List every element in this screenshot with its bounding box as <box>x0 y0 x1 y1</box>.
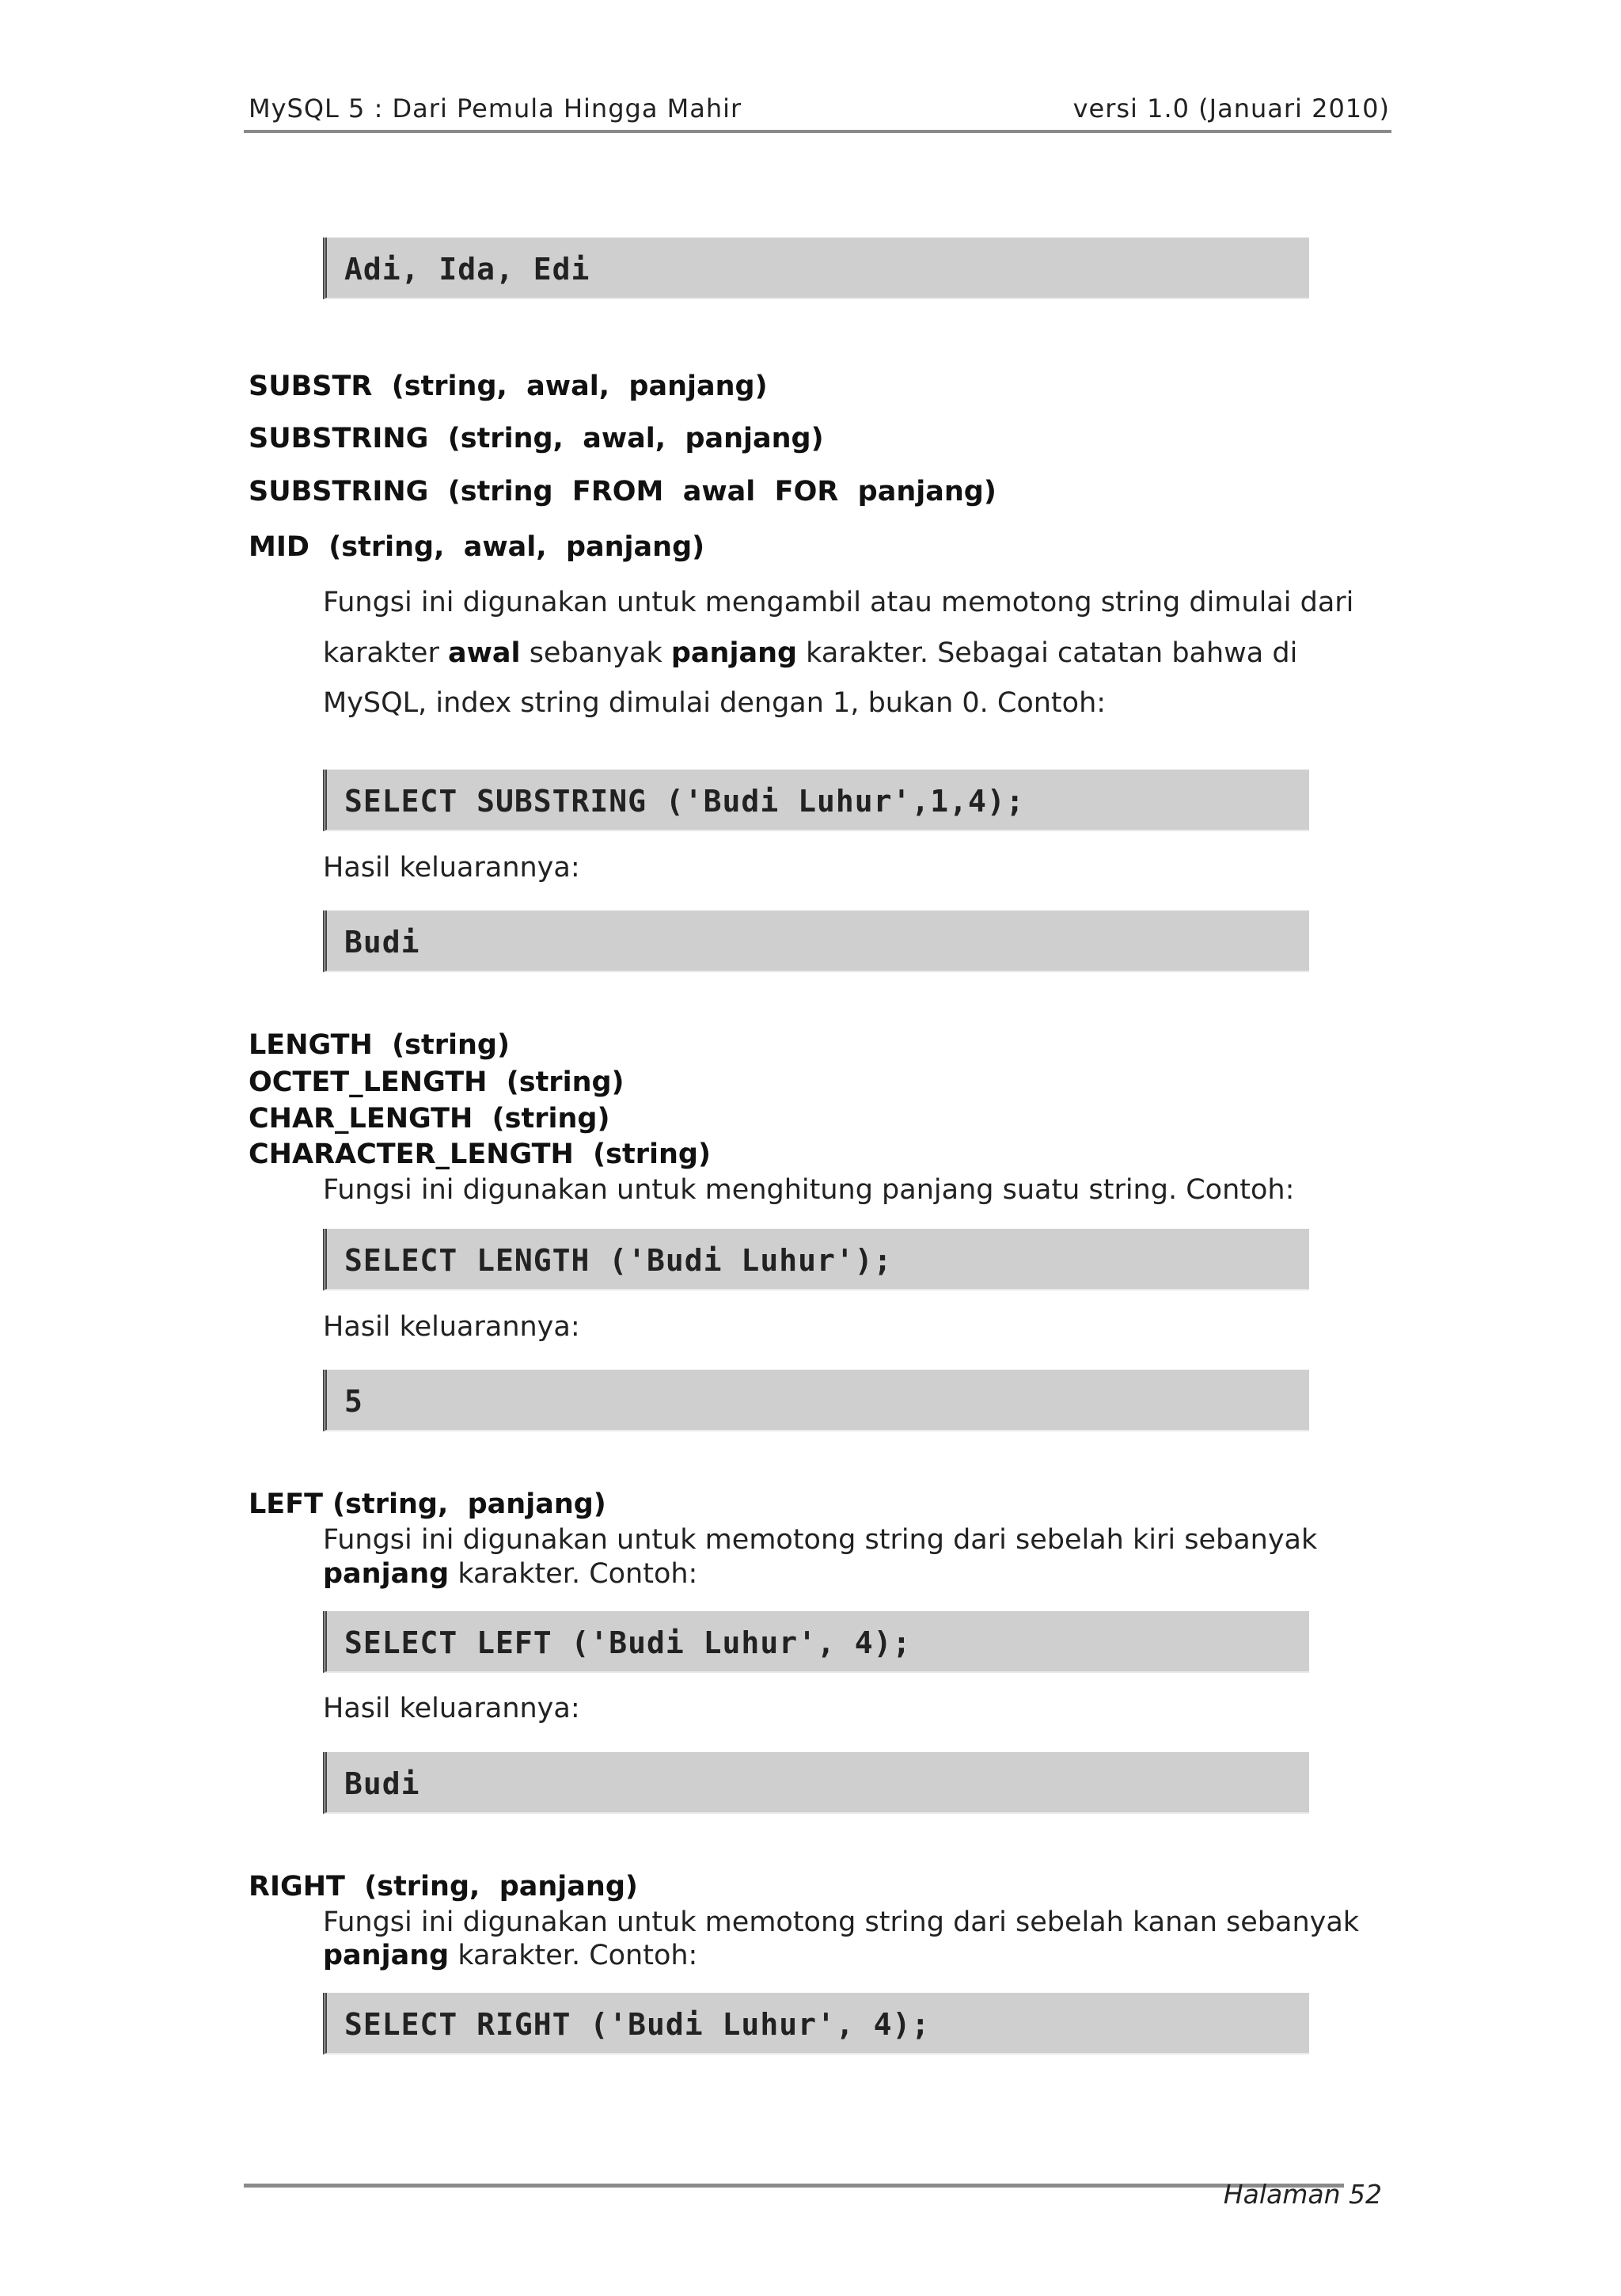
code-text: SELECT SUBSTRING ('Budi Luhur',1,4); <box>344 784 1025 819</box>
code-block-result-concat <box>323 238 1309 299</box>
code-block-result-substring <box>323 910 1309 972</box>
substr-description-line3: MySQL, index string dimulai dengan 1, bukan 0. Contoh: <box>323 687 1107 719</box>
code-block-result-length <box>323 1370 1309 1431</box>
footer-divider <box>244 2184 1344 2188</box>
code-text: 5 <box>344 1384 363 1419</box>
substr-description-line2: karakter awal sebanyak panjang karakter. Sebagai catatan bahwa di <box>323 637 1298 669</box>
function-signature-substring: SUBSTRING (string, awal, panjang) <box>249 423 824 454</box>
length-description: Fungsi ini digunakan untuk menghitung panjang suatu string. Contoh: <box>323 1174 1295 1206</box>
function-signature-left: LEFT (string, panjang) <box>249 1488 606 1520</box>
code-block-result-left <box>323 1752 1309 1814</box>
result-label: Hasil keluarannya: <box>323 852 580 884</box>
function-signature-length: LENGTH (string) <box>249 1029 510 1061</box>
substr-description-line1: Fungsi ini digunakan untuk mengambil atau memotong string dimulai dari <box>323 587 1354 618</box>
code-text: Budi <box>344 1766 420 1801</box>
function-signature-right: RIGHT (string, panjang) <box>249 1871 638 1903</box>
left-description-line2: panjang karakter. Contoh: <box>323 1558 698 1590</box>
function-signature-octet-length: OCTET_LENGTH (string) <box>249 1066 624 1098</box>
result-label: Hasil keluarannya: <box>323 1311 580 1343</box>
page-number: Halaman 52 <box>1223 2179 1382 2210</box>
code-block-query-length <box>323 1229 1309 1291</box>
right-description-line1: Fungsi ini digunakan untuk memotong string dari sebelah kanan sebanyak <box>323 1906 1360 1938</box>
code-block-query-left <box>323 1611 1309 1673</box>
code-text: SELECT RIGHT ('Budi Luhur', 4); <box>344 2007 931 2042</box>
code-block-query-right <box>323 1993 1309 2055</box>
code-text: Adi, Ida, Edi <box>344 252 590 287</box>
function-signature-character-length: CHARACTER_LENGTH (string) <box>249 1138 711 1170</box>
running-header-version: versi 1.0 (Januari 2010) <box>1072 93 1390 124</box>
code-text: Budi <box>344 925 420 960</box>
function-signature-substr: SUBSTR (string, awal, panjang) <box>249 371 768 402</box>
function-signature-mid: MID (string, awal, panjang) <box>249 531 705 563</box>
code-text: SELECT LENGTH ('Budi Luhur'); <box>344 1243 893 1278</box>
code-block-query-substring <box>323 770 1309 831</box>
code-text: SELECT LEFT ('Budi Luhur', 4); <box>344 1625 912 1660</box>
left-description-line1: Fungsi ini digunakan untuk memotong string dari sebelah kiri sebanyak <box>323 1524 1318 1556</box>
function-signature-char-length: CHAR_LENGTH (string) <box>249 1103 610 1135</box>
function-signature-substring-from: SUBSTRING (string FROM awal FOR panjang) <box>249 476 997 507</box>
right-description-line2: panjang karakter. Contoh: <box>323 1940 698 1971</box>
result-label: Hasil keluarannya: <box>323 1693 580 1724</box>
header-divider <box>244 130 1391 133</box>
running-header-title: MySQL 5 : Dari Pemula Hingga Mahir <box>249 93 742 124</box>
